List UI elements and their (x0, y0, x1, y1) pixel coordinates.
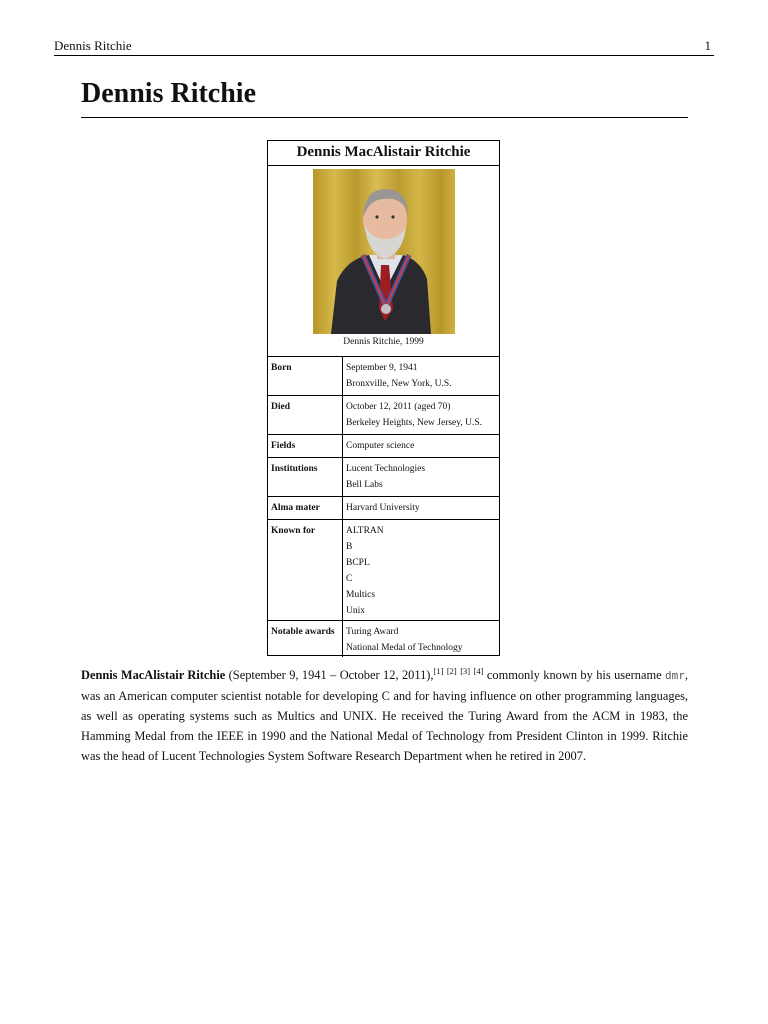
lead-name: Dennis MacAlistair Ritchie (81, 668, 226, 682)
infobox-value (343, 497, 499, 519)
institution-value: Lucent Technologies (346, 464, 426, 474)
alma-mater-value: Harvard University (346, 503, 420, 513)
article-paragraph (81, 665, 688, 766)
known-for-item: Multics (346, 590, 376, 600)
infobox-value (343, 396, 499, 434)
lead-dates: (September 9, 1941 – October 12, 2011), (225, 668, 434, 682)
award-item: National Medal of Technology (346, 643, 463, 653)
born-place: Bronxville, New York, U.S. (346, 379, 452, 389)
infobox-row-institutions (268, 458, 499, 497)
infobox-title: Dennis MacAlistair Ritchie (268, 141, 499, 166)
died-date: October 12, 2011 (aged 70) (346, 402, 451, 412)
citation-link[interactable]: [2] (446, 665, 457, 676)
infobox-label: Institutions (268, 458, 343, 496)
running-header-title: Dennis Ritchie (54, 38, 132, 53)
infobox-value (343, 435, 499, 457)
citation-link[interactable]: [1] (433, 665, 444, 676)
text-after-refs: commonly known by his username (483, 668, 665, 682)
infobox-label: Notable awards (268, 621, 343, 657)
infobox-row-born (268, 357, 499, 396)
born-date: September 9, 1941 (346, 363, 418, 373)
portrait-image (313, 169, 455, 334)
page-title: Dennis Ritchie (81, 76, 688, 118)
infobox-row-known-for (268, 520, 499, 621)
known-for-item: B (346, 542, 353, 552)
infobox-value (343, 520, 499, 620)
infobox-value (343, 357, 499, 395)
known-for-item: Unix (346, 606, 365, 616)
infobox-row-died (268, 396, 499, 435)
infobox-value (343, 458, 499, 496)
infobox-image-cell (268, 166, 499, 357)
infobox-row-alma-mater (268, 497, 499, 520)
infobox-label: Died (268, 396, 343, 434)
citation-link[interactable]: [3] (460, 665, 471, 676)
infobox-value (343, 621, 499, 657)
known-for-item: BCPL (346, 558, 370, 568)
known-for-item: ALTRAN (346, 526, 384, 536)
infobox-label: Born (268, 357, 343, 395)
running-header (54, 38, 714, 56)
infobox-label: Fields (268, 435, 343, 457)
field-value: Computer science (346, 441, 415, 451)
page-number: 1 (704, 38, 711, 53)
institution-value: Bell Labs (346, 480, 383, 490)
paragraph-text: , was an American computer scientist notable for developing C and for having influence on other programming languages, as well as operating systems such as Multics and UNIX. He received the Turing Award from the ACM in 1983, the Hamming Medal from the IEEE in 1990 and the National Medal of Technology from President Clinton in 1999. Ritchie was the head of Lucent Technologies System Software Research Department when he retired in 2007. (81, 668, 688, 763)
award-item: Turing Award (346, 627, 399, 637)
infobox-label: Alma mater (268, 497, 343, 519)
known-for-item: C (346, 574, 353, 584)
infobox (267, 140, 500, 656)
infobox-row-fields (268, 435, 499, 458)
username: dmr (665, 669, 685, 682)
citation-link[interactable]: [4] (473, 665, 484, 676)
infobox-label: Known for (268, 520, 343, 620)
image-caption: Dennis Ritchie, 1999 (343, 337, 424, 347)
infobox-row-notable-awards (268, 621, 499, 657)
died-place: Berkeley Heights, New Jersey, U.S. (346, 418, 483, 428)
